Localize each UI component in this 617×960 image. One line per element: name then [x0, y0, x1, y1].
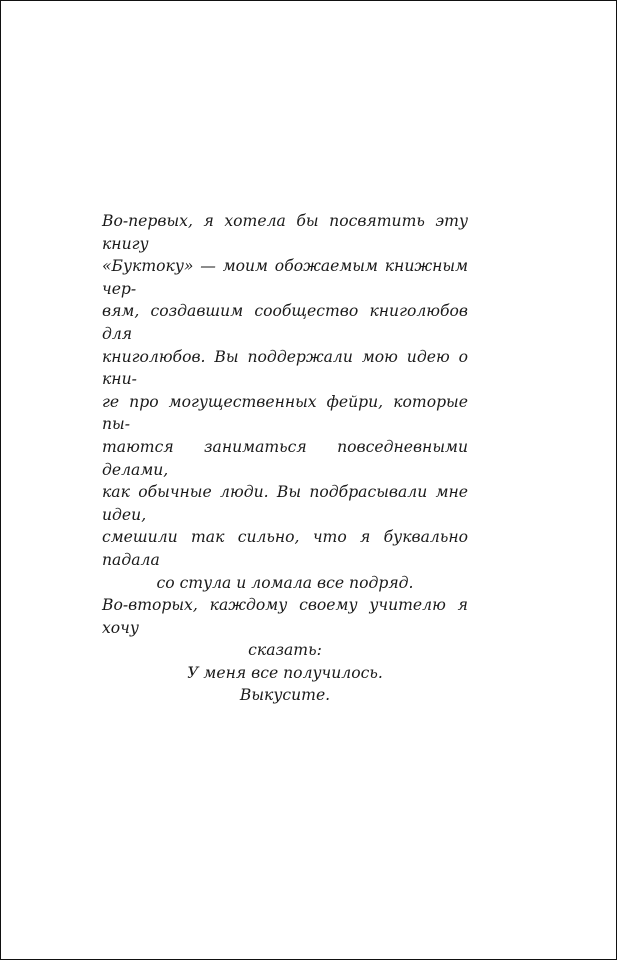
- dedication-line: как обычные люди. Вы подбрасывали мне идеи,: [102, 483, 468, 524]
- dedication-line: со стула и ломала все подряд.: [156, 573, 414, 592]
- dedication-text: [102, 210, 468, 707]
- dedication-line: таются заниматься повседневными делами,: [102, 437, 468, 479]
- dedication-line: вям, создавшим сообщество книголюбов для: [102, 302, 468, 343]
- dedication-closing-line: Выкусите.: [239, 686, 331, 705]
- dedication-line: Во-первых, я хотела бы посвятить эту книгу: [102, 212, 468, 253]
- dedication-closing-line: У меня все получилось.: [187, 663, 383, 682]
- dedication-line: смешили так сильно, что я буквально падала: [102, 528, 468, 569]
- dedication-line: Во-вторых, каждому своему учителю я хочу: [102, 596, 468, 637]
- dedication-line: «Буктоку» — моим обожаемым книжным чер-: [102, 257, 468, 298]
- dedication-line: книголюбов. Вы поддержали мою идею о кни-: [102, 347, 468, 389]
- dedication-line: сказать:: [248, 641, 322, 660]
- dedication-line: ге про могущественных фейри, которые пы-: [102, 392, 468, 434]
